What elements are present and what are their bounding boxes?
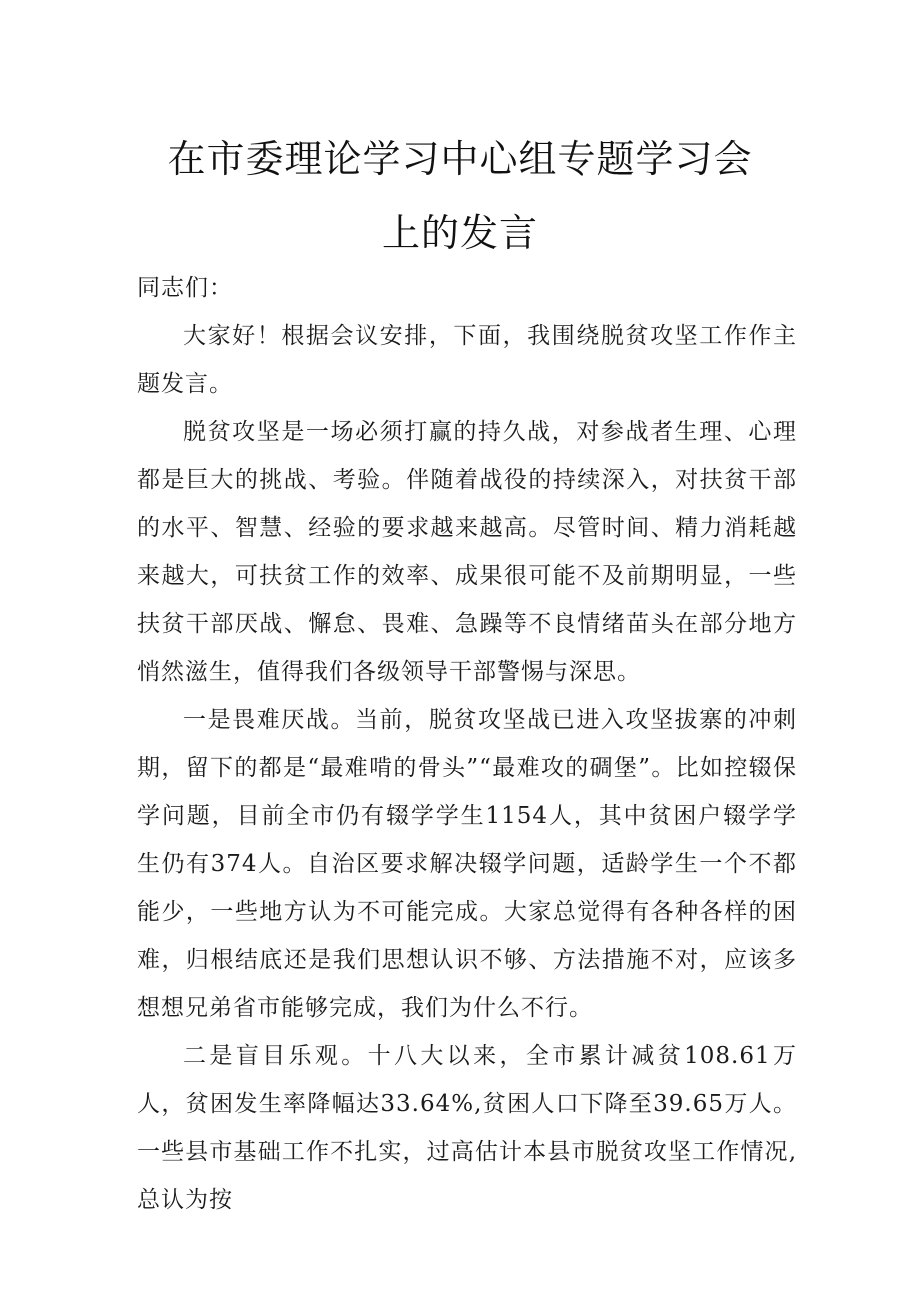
paragraph-overview	[137, 408, 797, 696]
paragraph-text: 大家好！根据会议安排，下面，我围绕脱贫攻坚工作作主题发言。	[137, 323, 797, 397]
paragraph-text: 二是盲目乐观。十八大以来，全市累计减贫108.61万人，贫困发生率降幅达33.64%,贫困人口下降至39.65万人。一些县市基础工作不扎实，过高估计本县市脱贫攻坚工作情况,总认为按	[137, 1043, 797, 1213]
document-title-line-2: 上的发言	[381, 211, 538, 255]
paragraph-point-one	[137, 696, 797, 1032]
paragraph-point-two	[137, 1032, 797, 1224]
document-title-line-1: 在市委理论学习中心组专题学习会	[167, 137, 753, 181]
greeting: 同志们：	[137, 275, 233, 301]
paragraph-text: 脱贫攻坚是一场必须打赢的持久战，对参战者生理、心理都是巨大的挑战、考验。伴随着战役的持续深入，对扶贫干部的水平、智慧、经验的要求越来越高。尽管时间、精力消耗越来越大，可扶贫工作的效率、成果很可能不及前期明显，一些扶贫干部厌战、懈怠、畏难、急躁等不良情绪苗头在部分地方悄然滋生，值得我们各级领导干部警惕与深思。	[137, 419, 797, 685]
paragraph-opening	[137, 312, 797, 408]
paragraph-text: 一是畏难厌战。当前，脱贫攻坚战已进入攻坚拔寨的冲刺期，留下的都是“最难啃的骨头”“最难攻的碉堡”。比如控辍保学问题，目前全市仍有辍学学生1154人，其中贫困户辍学学生仍有374人。自治区要求解决辍学问题，适龄学生一个不都能少，一些地方认为不可能完成。大家总觉得有各种各样的困难，归根结底还是我们思想认识不够、方法措施不对，应该多想想兄弟省市能够完成，我们为什么不行。	[137, 707, 797, 1021]
